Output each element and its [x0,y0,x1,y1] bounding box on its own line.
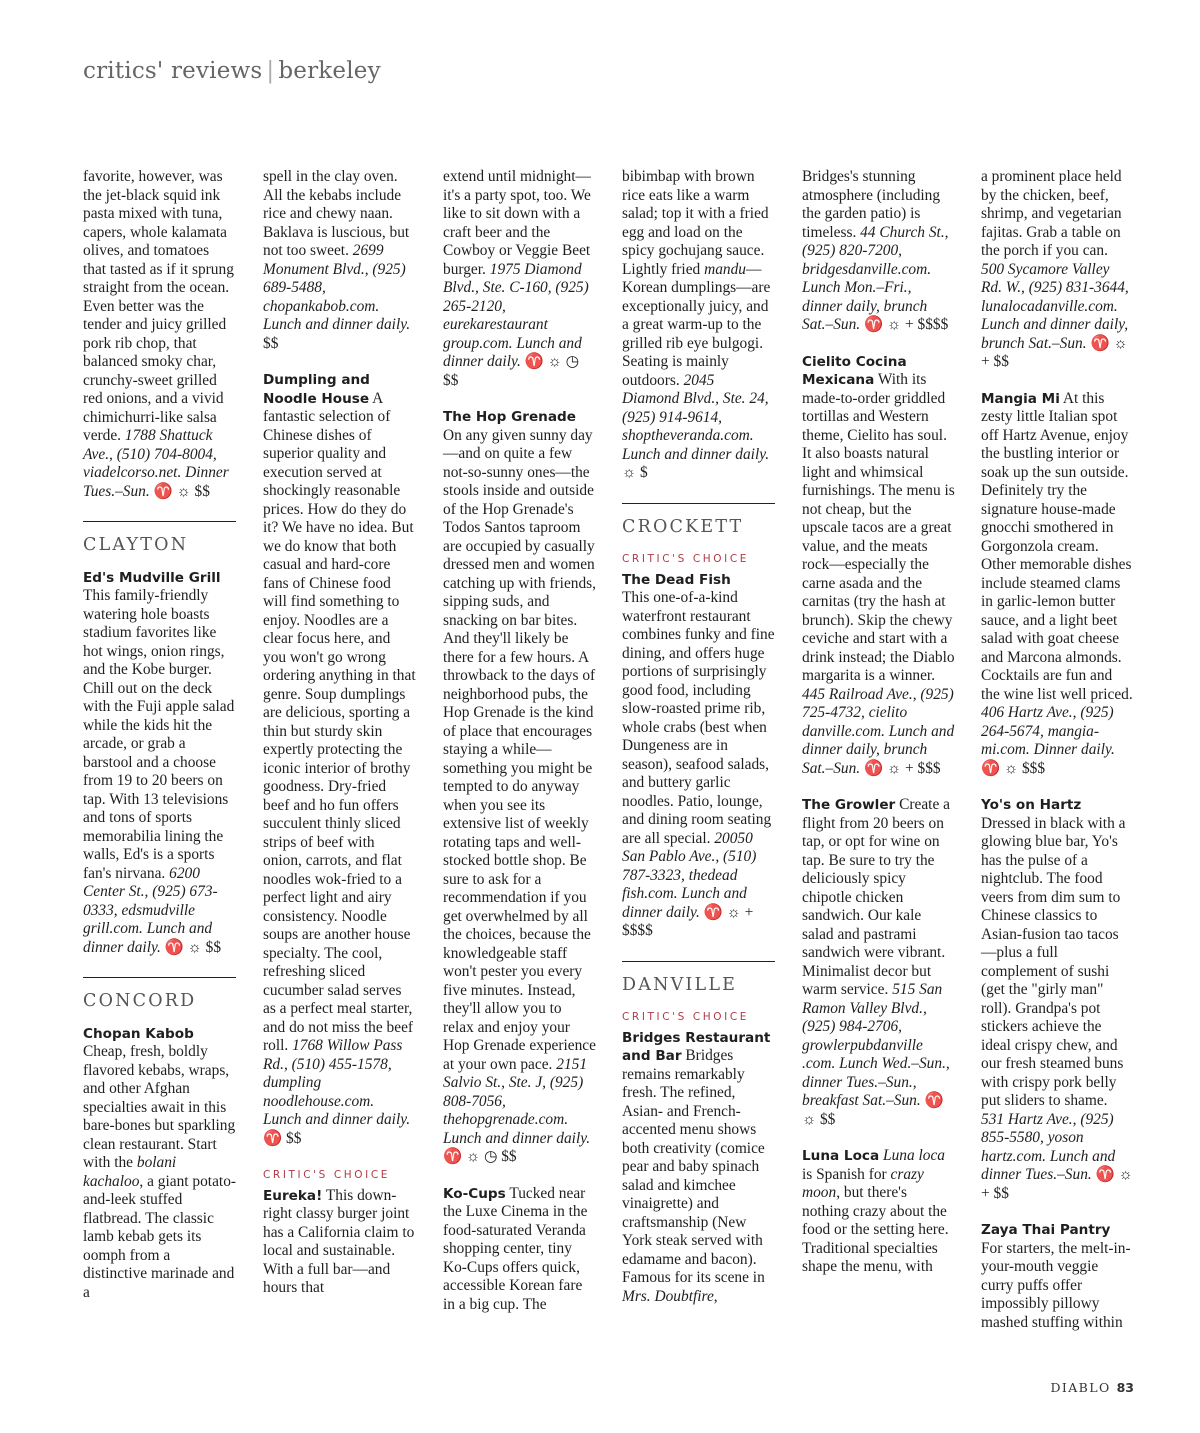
review-ko-cups: Ko-Cups Tucked near the Luxe Cinema in the food-saturated Veranda shopping center, tiny Ko-Cups offers quick, accessible Korean fare in a big cup. The [443,1184,588,1313]
restaurant-name: Dumpling and Noodle House [263,372,370,407]
review-address: 6200 Center St., (925) 673-0333, edsmudville grill.com. Lunch and dinner daily. [83,864,218,956]
restaurant-name: Cielito Cocina Mexicana [802,353,907,388]
page-number: 83 [1116,1380,1134,1395]
amenity-icons: ♈ ☼ + $$ [981,334,1128,370]
amenity-icons: ♈ ☼ ◷ $$ [443,353,580,389]
amenity-icons: ♈ $$ [263,1129,302,1147]
review-address: 1975 Diamond Blvd., Ste. C-160, (925) 265-2120, eurekarestaurant group.com. Lunch and dinner daily. [443,260,589,370]
amenity-icons: ♈ ☼ $$ [164,938,222,956]
review-address: 406 Hartz Ave., (925) 264-5674, mangia-mi.com. Dinner daily. [981,704,1115,758]
restaurant-name: Mangia Mi [981,390,1060,407]
column-3 [443,168,596,1314]
header-divider: | [266,58,275,84]
review-address: 515 San Ramon Valley Blvd., (925) 984-2706, growlerpubdanville .com. Lunch Wed.–Sun., dinner Tues.–Sun., breakfast Sat.–Sun. [802,981,950,1109]
review-yos-on-hartz: Yo's on Hartz Dressed in black with a glowing blue bar, Yo's has the pulse of a nightclub. The food veers from dim sum to Chinese classics to Asian-fusion tao tacos—plus a full complement of sushi (get the "girly man" roll). Grandpa's pot stickers achieve the ideal crispy chew, and our fresh steamed buns with crispy pork belly put sliders to shame. 531 Hartz Ave., (925) 855-5580, yoson hartz.com. Lunch and dinner Tues.–Sun. ♈ ☼ + $$ [981,797,1133,1202]
review-zaya-thai-pantry: Zaya Thai Pantry For starters, the melt-in-your-mouth veggie curry puffs offer impossibly pillowy mashed stuffing within [981,1222,1131,1331]
review-eds-mudville-grill: Ed's Mudville Grill This family-friendly watering hole boasts stadium favorites like hot wings, onion rings, and the Kobe burger. Chill out on the deck with the Fuji apple salad while the kids hit the arcade, or grab a barstool and a choose from 19 to 20 beers on tap. With 13 televisions and tons of sports memorabilia lining the walls, Ed's is a sports fan's nirvana. 6200 Center St., (925) 673-0333, edsmudville grill.com. Lunch and dinner daily. ♈ ☼ $$ [83,569,235,956]
review-eureka: Eureka! This down-right classy burger joint has a California claim to local and sustainable. With a full bar—and hours that [263,1186,415,1296]
review-eureka-cont: extend until midnight—it's a party spot, too. We like to sit down with a craft beer and the Cowboy or Veggie Beet burger. 1975 Diamond Blvd., Ste. C-160, (925) 265-2120, eurekarestaurant group.com. Lunch and dinner daily. ♈ ☼ ◷ $$ [443,168,591,389]
restaurant-name: Ed's Mudville Grill [83,569,221,586]
header-section: critics' reviews [83,58,263,84]
review-address: 2045 Diamond Blvd., Ste. 24, (925) 914-9614, shoptheveranda.com. Lunch and dinner daily. [622,371,770,463]
review-address: 445 Railroad Ave., (925) 725-4732, cielito danville.com. Lunch and dinner daily, brunch Sat.–Sun. [802,685,955,777]
review-address: 20050 San Pablo Ave., (510) 787-3323, thedead fish.com. Lunch and dinner daily. [622,829,757,921]
review-address: 531 Hartz Ave., (925) 855-5580, yoson hartz.com. Lunch and dinner Tues.–Sun. [981,1110,1116,1183]
critics-choice-label: CRITIC'S CHOICE [622,1011,750,1023]
restaurant-name: Bridges Restaurant and Bar [622,1029,771,1064]
restaurant-name: The Growler [802,797,896,813]
review-address: 1768 Willow Pass Rd., (510) 455-1578, dumpling noodlehouse.com. Lunch and dinner daily. [263,1037,411,1128]
page-header [83,58,381,84]
section-heading-clayton: CLAYTON [83,521,236,555]
column-5 [802,168,955,1277]
review-bridges-cont: Bridges's stunning atmosphere (including the garden patio) is timeless. 44 Church St., (925) 820-7200, bridgesdanville.com. Lunch Mon.–Fri., dinner daily, brunch Sat.–Sun. ♈ ☼ + $$$$ [802,168,949,333]
amenity-icons: ♈ ☼ ◷ $$ [443,1148,517,1165]
restaurant-name: The Hop Grenade [443,409,576,425]
critics-choice-label: CRITIC'S CHOICE [263,1169,391,1181]
amenity-icons: ♈ ☼ $$ [153,482,210,500]
page-footer [1050,1380,1134,1395]
column-1 [83,168,236,1302]
review-luna-loca: Luna Loca Luna loca is Spanish for crazy moon, but there's nothing crazy about the food or the setting here. Traditional specialties shape the menu, with [802,1147,949,1275]
review-the-dead-fish: The Dead Fish This one-of-a-kind waterfront restaurant combines funky and fine dining, and offers huge portions of surprisingly good food, including slow-roasted prime rib, whole crabs (best when Dungeness are in season), seafood salads, and buttery garlic noodles. Patio, lounge, and dining room seating are all special. 20050 San Pablo Ave., (510) 787-3323, thedead fish.com. Lunch and dinner daily. ♈ ☼ + $$$$ [622,571,775,939]
review-bridges-restaurant: Bridges Restaurant and Bar Bridges remains remarkably fresh. The refined, Asian- and French-accented menu shows both creativity (comice pear and baby spinach salad and kimchee vinaigrette) and craftsmanship (New York steak served with edamame and bacon). Famous for its scene in Mrs. Doubtfire, [622,1029,771,1305]
amenity-icons: $$ [263,334,279,352]
amenity-icons: ♈ ☼ + $$$$ [622,903,754,939]
restaurant-name: Luna Loca [802,1148,880,1164]
review-luna-loca-cont: a prominent place held by the chicken, beef, shrimp, and vegetarian fajitas. Grab a table on the porch if you can. 500 Sycamore Valley Rd. W., (925) 831-3644, lunalocadanville.com. Lunch and dinner daily, brunch Sat.–Sun. ♈ ☼ + $$ [981,168,1129,370]
critics-choice-label: CRITIC'S CHOICE [622,553,750,565]
review-mangia-mi: Mangia Mi At this zesty little Italian spot off Hartz Avenue, enjoy the bustling interior or soak up the sun outside. Definitely try the signature house-made gnocchi smothered in Gorgonzola cream. Other memorable dishes include steamed clams in garlic-lemon butter sauce, and a light beet salad with goat cheese and Marcona almonds. Cocktails are fun and the wine list well priced. 406 Hartz Ave., (925) 264-5674, mangia-mi.com. Dinner daily. ♈ ☼ $$$ [981,389,1133,777]
restaurant-name: Chopan Kabob [83,1025,194,1042]
restaurant-name: The Dead Fish [622,571,731,588]
section-heading-danville: DANVILLE [622,961,775,995]
amenity-icons: ♈ ☼ $$$ [981,759,1046,777]
column-2 [263,168,416,1298]
review-address: 500 Sycamore Valley Rd. W., (925) 831-3644, lunalocadanville.com. Lunch and dinner daily, brunch Sat.–Sun. [981,260,1129,352]
header-city: berkeley [278,58,381,84]
restaurant-name: Ko-Cups [443,1185,506,1202]
review-address: 2151 Salvio St., Ste. J, (925) 808-7056, thehopgrenade.com. Lunch and dinner daily. [443,1055,591,1147]
column-6 [981,168,1134,1332]
amenity-icons: ♈ ☼ $$ [802,1092,944,1128]
amenity-icons: ♈ ☼ + $$$$ [864,316,949,333]
magazine-name: DIABLO [1050,1380,1111,1395]
amenity-icons: ♈ ☼ + $$ [981,1166,1133,1202]
restaurant-name: Zaya Thai Pantry [981,1222,1111,1238]
review-address: 44 Church St., (925) 820-7200, bridgesdanville.com. Lunch Mon.–Fri., dinner daily, brunch Sat.–Sun. [802,223,949,333]
amenity-icons: ☼ $ [622,464,648,481]
section-heading-crockett: CROCKETT [622,503,775,537]
review-the-growler: The Growler Create a flight from 20 beers on tap, or opt for wine on tap. Be sure to try the deliciously spicy chipotle chicken sandwich. Our kale salad and pastrami sandwich were vibrant. Minimalist decor but warm service. 515 San Ramon Valley Blvd., (925) 984-2706, growlerpubdanville .com. Lunch Wed.–Sun., dinner Tues.–Sun., breakfast Sat.–Sun. ♈ ☼ $$ [802,796,950,1128]
review-via-del-corso-cont: favorite, however, was the jet-black squid ink pasta mixed with tuna, capers, whole kalamata olives, and tomatoes that tasted as if it sprung straight from the ocean. Even better was the tender and juicy grilled pork rib chop, that balanced smoky char, crunchy-sweet grilled red onions, and a vivid chimichurri-like salsa verde. 1788 Shattuck Ave., (510) 704-8004, viadelcorso.net. Dinner Tues.–Sun. ♈ ☼ $$ [83,168,234,500]
amenity-icons: ♈ ☼ + $$$ [864,759,941,777]
restaurant-name: Eureka! [263,1187,323,1204]
restaurant-name: Yo's on Hartz [981,797,1082,813]
review-the-hop-grenade: The Hop Grenade On any given sunny day—and on quite a few not-so-sunny ones—the stools inside and outside of the Hop Grenade's Todos Santos taproom are occupied by casually dressed men and women catching up with friends, sipping suds, and snacking on bar bites. And they'll likely be there for a few hours. A throwback to the days of neighborhood pubs, the Hop Grenade is the kind of place that encourages staying a while—something you might be tempted to do anyway when you see its extensive list of weekly rotating taps and well-stocked bottle shop. Be sure to ask for a recommendation if you get overwhelmed by all the choices, because the knowledgeable staff won't pester you every five minutes. Instead, they'll allow you to relax and enjoy your Hop Grenade experience at your own pace. 2151 Salvio St., Ste. J, (925) 808-7056, thehopgrenade.com. Lunch and dinner daily. ♈ ☼ ◷ $$ [443,409,597,1165]
section-heading-concord: CONCORD [83,977,236,1011]
review-address: 2699 Monument Blvd., (925) 689-5488, chopankabob.com. Lunch and dinner daily. [263,242,411,333]
review-chopan-kabob-cont: spell in the clay oven. All the kebabs include rice and chewy naan. Baklava is luscious, but not too sweet. 2699 Monument Blvd., (925) 689-5488, chopankabob.com. Lunch and dinner daily. $$ [263,168,411,352]
column-4 [622,168,775,1306]
review-address: 1788 Shattuck Ave., (510) 704-8004, viadelcorso.net. Dinner Tues.–Sun. [83,427,229,500]
review-ko-cups-cont: bibimbap with brown rice eats like a warm salad; top it with a fried egg and load on the spicy gochujang sauce. Lightly fried mandu—Korean dumplings—are exceptionally juicy, and a great warm-up to the grilled rib eye bulgogi. Seating is mainly outdoors. 2045 Diamond Blvd., Ste. 24, (925) 914-9614, shoptheveranda.com. Lunch and dinner daily. ☼ $ [622,168,771,481]
review-cielito-cocina-mexicana: Cielito Cocina Mexicana With its made-to-order griddled tortillas and Western theme, Cielito has soul. It also boasts natural light and whimsical furnishings. The menu is not cheap, but the upscale tacos are a great value, and the meats rock—especially the carne asada and the carnitas (try the hash at brunch). Skip the chewy ceviche and start with a drink instead; the Diablo margarita is a winner. 445 Railroad Ave., (925) 725-4732, cielito danville.com. Lunch and dinner daily, brunch Sat.–Sun. ♈ ☼ + $$$ [802,353,955,777]
review-dumpling-and-noodle-house: Dumpling and Noodle House A fantastic selection of Chinese dishes of superior quality and execution served at shockingly reasonable prices. How do they do it? We have no idea. But we do know that both casual and hard-core fans of Chinese food will find something to enjoy. Noodles are a clear focus here, and you won't go wrong ordering anything in that genre. Soup dumplings are delicious, sporting a thin but sturdy skin expertly protecting the iconic interior of brothy goodness. Dry-fried beef and ho fun offers succulent thinly sliced strips of beef with onion, carrots, and flat noodles wok-fried to a perfect light and airy consistency. Noodle soups are another house specialty. The cool, refreshing sliced cucumber salad serves as a perfect meal starter, and do not miss the beef roll. 1768 Willow Pass Rd., (510) 455-1578, dumpling noodlehouse.com. Lunch and dinner daily. ♈ $$ [263,372,416,1147]
review-chopan-kabob: Chopan Kabob Cheap, fresh, boldly flavored kebabs, wraps, and other Afghan specialties await in this bare-bones but sparkling clean restaurant. Start with the bolani kachaloo, a giant potato-and-leek stuffed flatbread. The classic lamb kebab gets its oomph from a distinctive marinade and a [83,1025,237,1301]
